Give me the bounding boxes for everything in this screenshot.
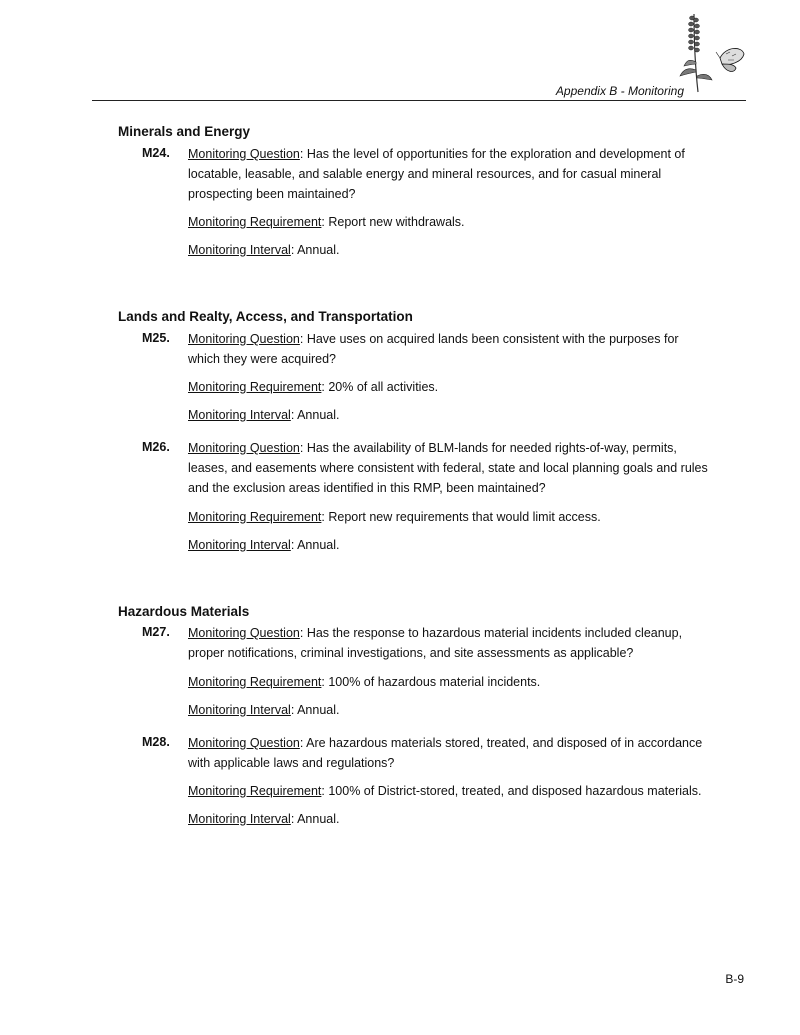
requirement-line: Monitoring Requirement: 100% of District-stored, treated, and disposed hazardous materials. [188,784,702,798]
interval-line: Monitoring Interval: Annual. [188,243,340,257]
item-number: M26. [142,440,170,454]
item-number: M25. [142,331,170,345]
question-line: Monitoring Question: Has the response to hazardous material incidents included cleanup, [188,626,683,640]
requirement-line: Monitoring Requirement: Report new withdrawals. [188,215,465,229]
requirement-label: Monitoring Requirement [188,380,322,394]
question-line: Monitoring Question: Have uses on acquired lands been consistent with the purposes for [188,332,679,346]
interval-label: Monitoring Interval [188,243,291,257]
interval-line: Monitoring Interval: Annual. [188,408,340,422]
header-rule [92,100,746,101]
interval-label: Monitoring Interval [188,408,291,422]
interval-line: Monitoring Interval: Annual. [188,538,340,552]
interval-label: Monitoring Interval [188,812,291,826]
requirement-line: Monitoring Requirement: Report new requirements that would limit access. [188,510,601,524]
page-number: B-9 [725,972,744,986]
requirement-label: Monitoring Requirement [188,675,322,689]
question-line: Monitoring Question: Are hazardous materials stored, treated, and disposed of in accordance [188,736,703,750]
question-line: prospecting been maintained? [188,187,356,201]
question-line: Monitoring Question: Has the availability of BLM-lands for needed rights-of-way, permits, [188,441,677,455]
interval-line: Monitoring Interval: Annual. [188,812,340,826]
requirement-line: Monitoring Requirement: 20% of all activities. [188,380,439,394]
question-line: Monitoring Question: Has the level of opportunities for the exploration and development of [188,147,685,161]
item-number: M24. [142,146,170,160]
section-heading: Lands and Realty, Access, and Transportation [118,309,413,324]
interval-label: Monitoring Interval [188,538,291,552]
interval-line: Monitoring Interval: Annual. [188,703,340,717]
question-line: leases, and easements where consistent with federal, state and local planning goals and rules [188,461,708,475]
question-line: locatable, leasable, and salable energy and mineral resources, and for casual mineral [188,167,662,181]
question-line: proper notifications, criminal investigations, and site assessments as applicable? [188,646,634,660]
question-line: which they were acquired? [188,352,336,366]
interval-label: Monitoring Interval [188,703,291,717]
requirement-line: Monitoring Requirement: 100% of hazardous material incidents. [188,675,541,689]
requirement-label: Monitoring Requirement [188,215,322,229]
requirement-label: Monitoring Requirement [188,510,322,524]
item-number: M28. [142,735,170,749]
question-label: Monitoring Question [188,147,300,161]
plant-and-butterfly-logo-icon [676,10,748,94]
section-heading: Minerals and Energy [118,124,251,139]
question-line: and the exclusion areas identified in this RMP, been maintained? [188,481,546,495]
question-label: Monitoring Question [188,332,300,346]
item-number: M27. [142,625,170,639]
question-label: Monitoring Question [188,626,300,640]
header-title: Appendix B - Monitoring [555,84,684,98]
question-line: with applicable laws and regulations? [188,756,395,770]
requirement-label: Monitoring Requirement [188,784,322,798]
question-label: Monitoring Question [188,736,300,750]
section-heading: Hazardous Materials [118,604,250,619]
question-label: Monitoring Question [188,441,300,455]
